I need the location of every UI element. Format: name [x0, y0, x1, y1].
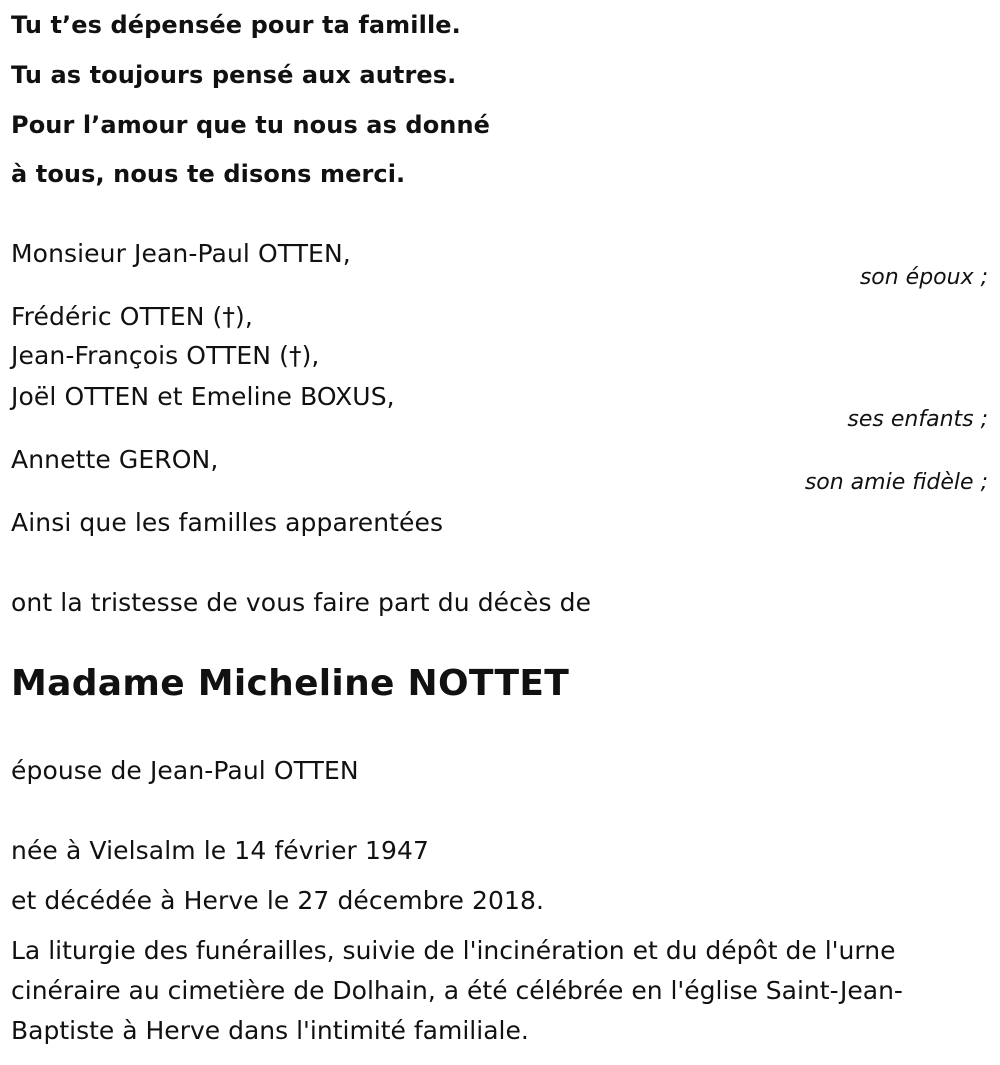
funeral-paragraph: La liturgie des funérailles, suivie de l'incinération et du dépôt de l'urne cinéraire au cimetière de Dolhain, a été célébrée en l'église Saint-Jean-Baptiste à Herve dans l'intimité familiale.	[11, 936, 903, 1045]
relatives-line: Ainsi que les familles apparentées	[11, 508, 444, 537]
children-role: ses enfants ;	[847, 407, 988, 432]
husband-name: Monsieur Jean-Paul OTTEN,	[11, 239, 351, 268]
friend-role: son amie fidèle ;	[804, 470, 988, 495]
poem-line-1: Tu t’es dépensée pour ta famille.	[11, 11, 461, 39]
poem-line-3: Pour l’amour que tu nous as donné	[11, 111, 491, 139]
poem-line-2: Tu as toujours pensé aux autres.	[11, 61, 457, 89]
child-name-3: Joël OTTEN et Emeline BOXUS,	[11, 382, 395, 411]
birth-line: née à Vielsalm le 14 février 1947	[11, 836, 429, 865]
friend-name: Annette GERON,	[11, 445, 219, 474]
deceased-spouse: épouse de Jean-Paul OTTEN	[11, 756, 359, 785]
poem-line-4: à tous, nous te disons merci.	[11, 160, 406, 188]
husband-role: son époux ;	[859, 265, 988, 290]
death-line: et décédée à Herve le 27 décembre 2018.	[11, 886, 545, 915]
child-name-1: Frédéric OTTEN (†),	[11, 302, 253, 331]
child-name-2: Jean-François OTTEN (†),	[11, 341, 320, 370]
announcement-line: ont la tristesse de vous faire part du décès de	[11, 588, 592, 617]
deceased-name: Madame Micheline NOTTET	[11, 663, 570, 704]
